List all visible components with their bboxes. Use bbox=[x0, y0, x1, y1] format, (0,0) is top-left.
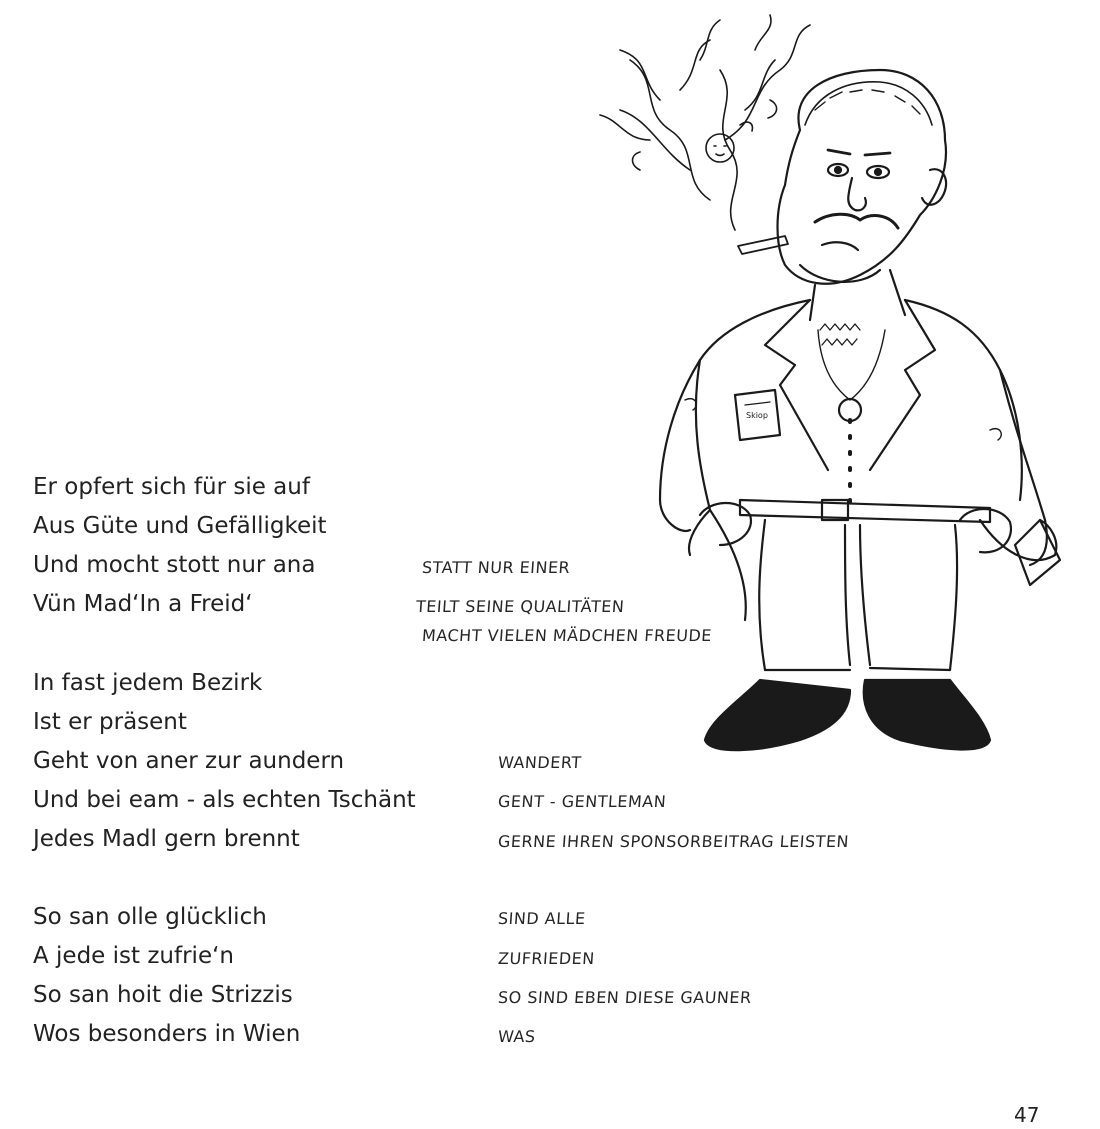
poem-line: So san olle glücklich bbox=[33, 904, 267, 930]
gloss-annotation: WAS bbox=[497, 1027, 537, 1046]
caricature-illustration bbox=[560, 0, 1100, 770]
poem-line: Und mocht stott nur ana bbox=[33, 552, 316, 578]
gloss-annotation: WANDERT bbox=[497, 753, 583, 772]
gloss-annotation: SO SIND EBEN DIESE GAUNER bbox=[497, 988, 753, 1007]
poem-line: Vün Mad‘In a Freid‘ bbox=[33, 591, 253, 617]
gloss-annotation: TEILT SEINE QUALITÄTEN bbox=[415, 597, 625, 616]
smoke-icon bbox=[600, 15, 810, 230]
gloss-annotation: ZUFRIEDEN bbox=[497, 949, 596, 968]
poem-line: Wos besonders in Wien bbox=[33, 1021, 301, 1047]
poem-line: Und bei eam - als echten Tschänt bbox=[33, 787, 416, 813]
pocket-label: Skiop bbox=[746, 411, 768, 420]
gloss-annotation: GERNE IHREN SPONSORBEITRAG LEISTEN bbox=[497, 832, 850, 851]
poem-line: Geht von aner zur aundern bbox=[33, 748, 345, 774]
poem-line: Ist er präsent bbox=[33, 709, 187, 735]
gloss-annotation: MACHT VIELEN MÄDCHEN FREUDE bbox=[421, 626, 713, 645]
poem-line: Er opfert sich für sie auf bbox=[33, 474, 310, 500]
poem-line: In fast jedem Bezirk bbox=[33, 670, 263, 696]
gloss-annotation: GENT - GENTLEMAN bbox=[497, 792, 667, 811]
poem-line: Aus Güte und Gefälligkeit bbox=[33, 513, 327, 539]
poem-line: Jedes Madl gern brennt bbox=[33, 826, 300, 852]
poem-line: So san hoit die Strizzis bbox=[33, 982, 293, 1008]
poem-line: A jede ist zufrie‘n bbox=[33, 943, 234, 969]
gloss-annotation: SIND ALLE bbox=[497, 909, 587, 928]
page-number: 47 bbox=[1014, 1103, 1040, 1127]
gloss-annotation: STATT NUR EINER bbox=[421, 558, 571, 577]
